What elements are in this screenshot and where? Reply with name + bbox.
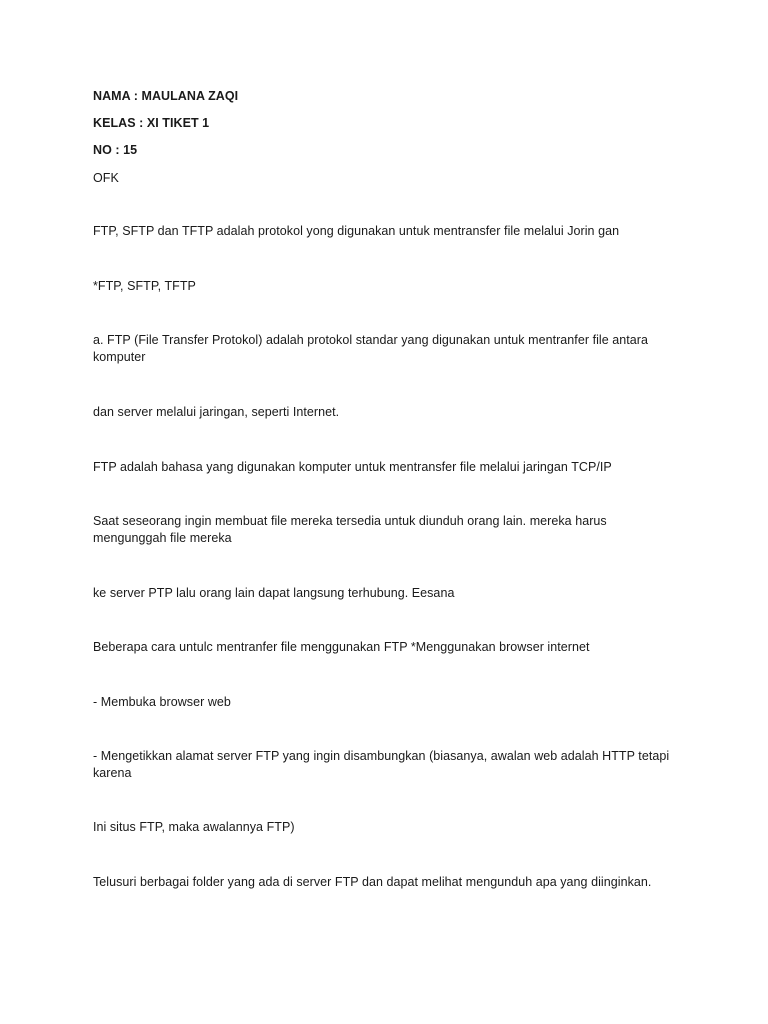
paragraph: ke server PTP lalu orang lain dapat langsung terhubung. Eesana (93, 586, 455, 600)
paragraph: Beberapa cara untulc mentranfer file menggunakan FTP *Menggunakan browser internet (93, 640, 590, 654)
paragraph: *FTP, SFTP, TFTP (93, 279, 196, 293)
student-name: NAMA : MAULANA ZAQI (93, 89, 239, 103)
paragraph: Ini situs FTP, maka awalannya FTP) (93, 820, 295, 834)
list-item: - Membuka browser web (93, 695, 231, 709)
student-number: NO : 15 (93, 143, 138, 157)
paragraph: dan server melalui jaringan, seperti Internet. (93, 405, 340, 419)
paragraph: a. FTP (File Transfer Protokol) adalah protokol standar yang digunakan untuk mentranfer file antara komputer (93, 333, 649, 364)
paragraph: FTP, SFTP dan TFTP adalah protokol yong digunakan untuk mentransfer file melalui Jorin gan (93, 224, 620, 238)
paragraph: OFK (93, 171, 119, 185)
paragraph: Saat seseorang ingin membuat file mereka tersedia untuk diunduh orang lain. mereka harus mengunggah file mereka (93, 514, 607, 545)
student-class: KELAS : XI TIKET 1 (93, 116, 210, 130)
list-item: - Mengetikkan alamat server FTP yang ingin disambungkan (biasanya, awalan web adalah HTTP tetapi karena (93, 749, 670, 780)
paragraph: Telusuri berbagai folder yang ada di server FTP dan dapat melihat mengunduh apa yang diinginkan. (93, 875, 652, 889)
paragraph: FTP adalah bahasa yang digunakan komputer untuk mentransfer file melalui jaringan TCP/IP (93, 460, 612, 474)
